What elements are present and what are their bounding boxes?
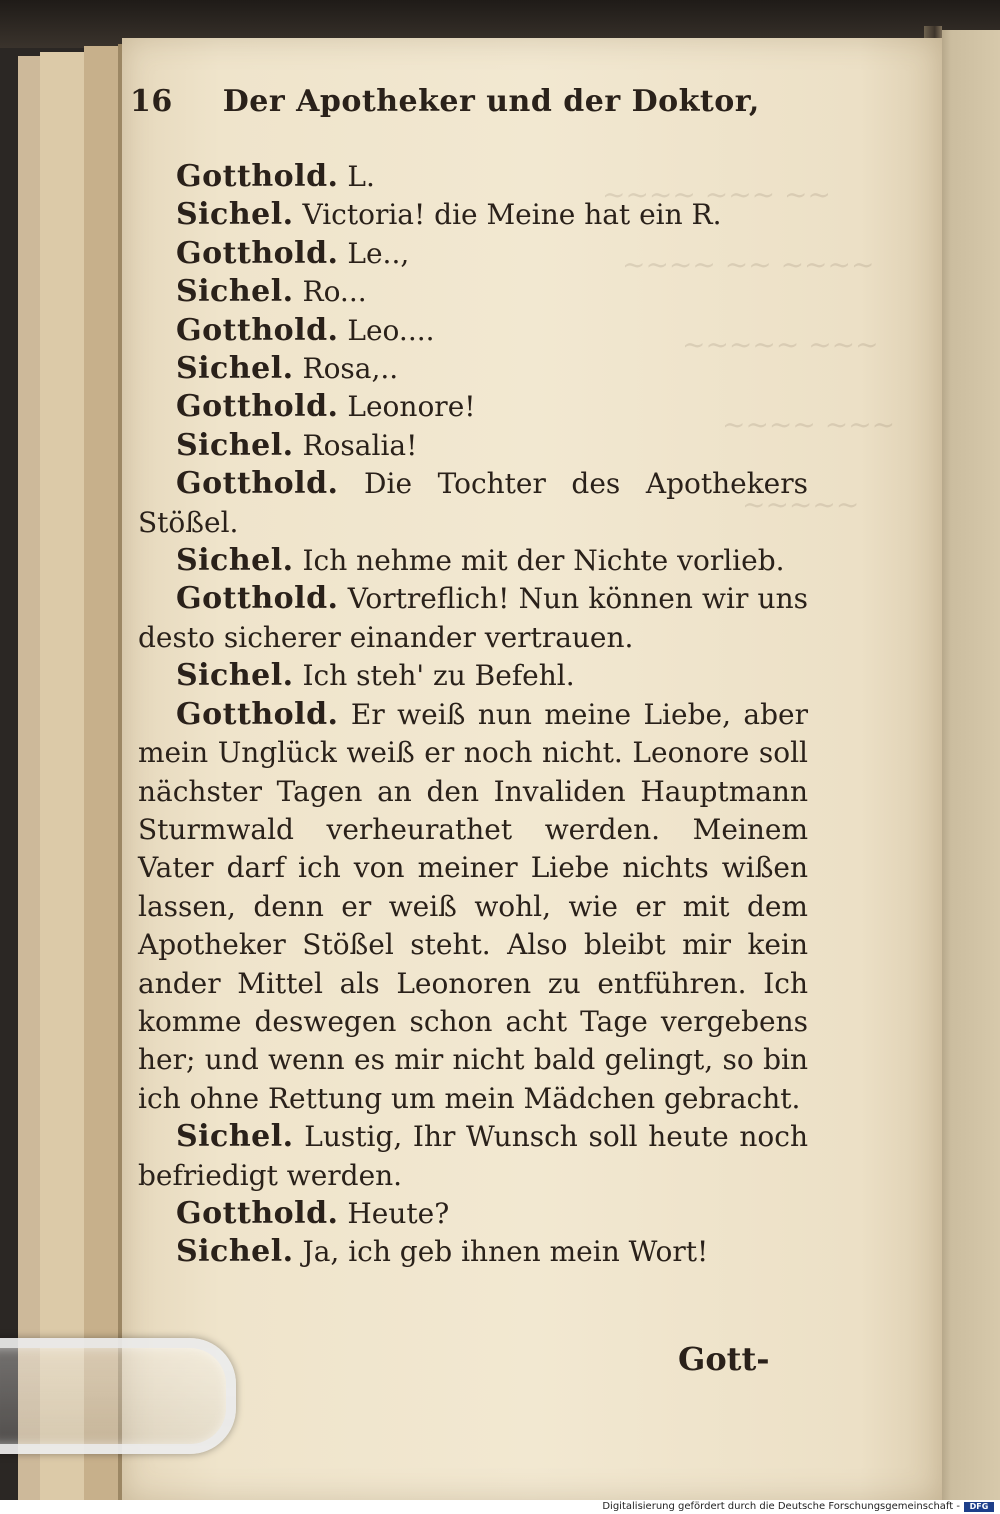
- speaker-name: Gotthold.: [176, 1195, 339, 1231]
- dialogue-text: Er weiß nun meine Liebe, aber mein Unglück weiß er noch nicht. Leonore soll nächster Tagen an den Invaliden Hauptmann Sturmwald verheurathet werden. Meinem Vater darf ich von meiner Liebe nichts wißen lassen, denn er weiß wohl, wie er mit dem Apotheker Stößel steht. Also bleibt mir kein ander Mittel als Leonoren zu entführen. Ich komme deswegen schon acht Tage vergebens her; und wenn es mir nicht bald gelingt, so bin ich ohne Rettung um mein Mädchen gebracht.: [138, 697, 808, 1115]
- dialogue-text: Leo....: [347, 313, 435, 347]
- page-edge: [84, 46, 120, 1500]
- speaker-name: Sichel.: [176, 351, 294, 387]
- running-title: Der Apotheker und der Doktor,: [222, 84, 760, 119]
- dialogue-text: Leonore!: [347, 390, 476, 424]
- dialogue-text: Lustig, Ihr Wunsch soll heute noch befriedigt werden.: [138, 1120, 808, 1192]
- page-number: 16: [130, 84, 173, 119]
- dialogue-text: Ich steh' zu Befehl.: [302, 659, 575, 693]
- dialogue-text: Vortreflich! Nun können wir uns desto sicherer einander vertrauen.: [138, 582, 808, 654]
- dialogue-paragraph: [138, 1233, 808, 1271]
- speaker-name: Gotthold.: [176, 696, 339, 732]
- dialogue-text: Victoria! die Meine hat ein R.: [302, 198, 722, 232]
- speaker-name: Gotthold.: [176, 159, 339, 194]
- dialogue-paragraph: [138, 388, 808, 426]
- dialogue-paragraph: [138, 465, 808, 542]
- dialogue-paragraph: [138, 657, 808, 695]
- digitization-footer: [0, 1500, 1000, 1514]
- bleed-through: ~~~~ ~~~: [722, 408, 896, 441]
- dialogue-text: L.: [347, 160, 375, 193]
- speaker-name: Gotthold.: [176, 312, 339, 348]
- page-body: [138, 158, 808, 1272]
- dialogue-paragraph: [138, 542, 808, 580]
- speaker-name: Gotthold.: [176, 581, 339, 617]
- plastic-page-clip: [0, 1338, 236, 1454]
- speaker-name: Sichel.: [176, 274, 294, 310]
- speaker-name: Gotthold.: [176, 466, 339, 502]
- dialogue-text: Rosalia!: [302, 428, 418, 462]
- dialogue-text: Die Tochter des Apothekers Stößel.: [138, 467, 808, 539]
- bleed-through: ~~~~ ~~ ~~~~: [622, 248, 875, 281]
- dialogue-paragraph: [138, 196, 808, 234]
- dialogue-paragraph: [138, 273, 808, 311]
- dialogue-paragraph: [138, 235, 808, 273]
- speaker-name: Sichel.: [176, 658, 294, 694]
- dialogue-text: Le..,: [347, 236, 410, 270]
- speaker-name: Sichel.: [176, 1119, 294, 1155]
- running-header: [130, 84, 760, 119]
- speaker-name: Sichel.: [176, 427, 294, 463]
- bleed-through: ~~~~~ ~~~: [682, 328, 879, 361]
- dialogue-paragraph: [138, 427, 808, 465]
- speaker-name: Sichel.: [176, 197, 294, 233]
- speaker-name: Sichel.: [176, 543, 294, 579]
- funding-credit: Digitalisierung gefördert durch die Deutsche Forschungsgemeinschaft -: [602, 1501, 960, 1512]
- dfg-logo: DFG: [964, 1502, 994, 1512]
- dialogue-text: Ich nehme mit der Nichte vorlieb.: [302, 544, 785, 578]
- dialogue-text: Ro...: [302, 275, 367, 309]
- dialogue-paragraph: [138, 158, 808, 196]
- dialogue-paragraph: [138, 696, 808, 1118]
- bleed-through: ~~~~~: [742, 488, 860, 521]
- speaker-name: Sichel.: [176, 1234, 294, 1270]
- dialogue-paragraph: [138, 580, 808, 657]
- dialogue-paragraph: [138, 350, 808, 388]
- page-edge: [40, 52, 84, 1500]
- catchword: Gott-: [678, 1340, 770, 1378]
- dialogue-text: Rosa,..: [302, 352, 399, 386]
- dialogue-paragraph: [138, 312, 808, 350]
- dialogue-paragraph: [138, 1195, 808, 1233]
- dialogue-text: Ja, ich geb ihnen mein Wort!: [302, 1235, 709, 1269]
- bleed-through: ~~~~ ~~~ ~~: [602, 178, 831, 211]
- dialogue-paragraph: [138, 1118, 808, 1195]
- dialogue-text: Heute?: [347, 1196, 450, 1230]
- page-edge: [18, 56, 40, 1500]
- speaker-name: Gotthold.: [176, 235, 339, 271]
- speaker-name: Gotthold.: [176, 389, 339, 425]
